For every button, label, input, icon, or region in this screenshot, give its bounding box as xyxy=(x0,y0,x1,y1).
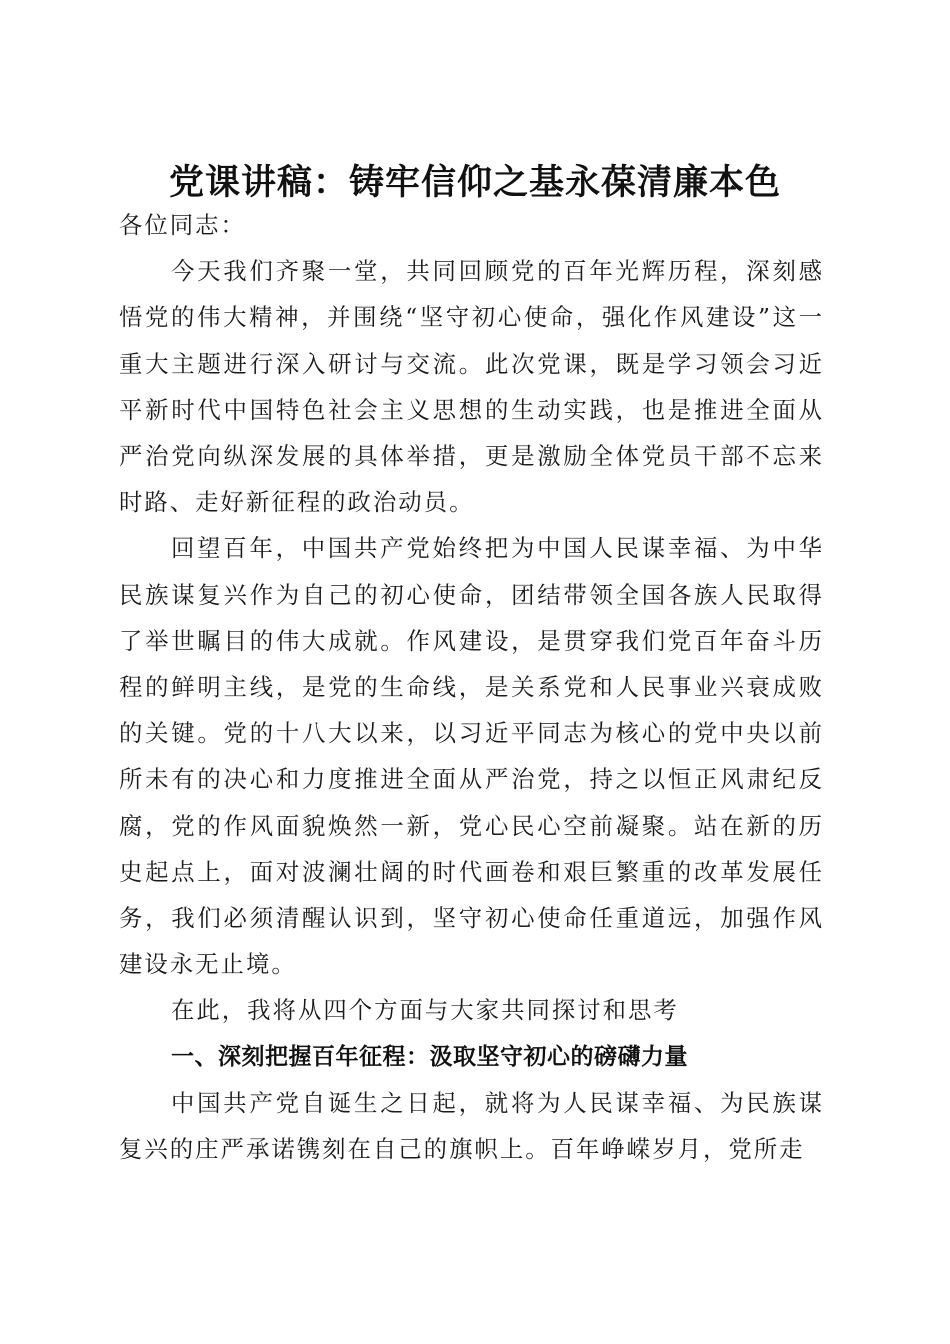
paragraph-section-1: 中国共产党自诞生之日起，就将为人民谋幸福、为民族谋复兴的庄严承诺镌刻在自己的旗帜上。百年峥嵘岁月，党所走 xyxy=(119,1088,824,1164)
document-title: 党课讲稿：铸牢信仰之基永葆清廉本色 xyxy=(168,162,781,204)
paragraph-intro: 在此，我将从四个方面与大家共同探讨和思考 xyxy=(171,996,679,1025)
paragraph-opening: 今天我们齐聚一堂，共同回顾党的百年光辉历程，深刻感悟党的伟大精神，并围绕“坚守初心使命，强化作风建设”这一重大主题进行深入研讨与交流。此次党课，既是学习领会习近平新时代中国特色社会主义思想的生动实践，也是推进全面从严治党向纵深发展的具体举措，更是激励全体党员干部不忘来时路、走好新征程的政治动员。 xyxy=(119,257,824,517)
section-heading-1: 一、深刻把握百年征程：汲取坚守初心的磅礴力量 xyxy=(171,1043,688,1070)
paragraph-retrospect: 回望百年，中国共产党始终把为中国人民谋幸福、为中华民族谋复兴作为自己的初心使命，团结带领全国各族人民取得了举世瞩目的伟大成就。作风建设，是贯穿我们党百年奋斗历程的鲜明主线，是党的生命线，是关系党和人民事业兴衰成败的关键。党的十八大以来，以习近平同志为核心的党中央以前所未有的决心和力度推进全面从严治党，持之以恒正风肃纪反腐，党的作风面貌焕然一新，党心民心空前凝聚。站在新的历史起点上，面对波澜壮阔的时代画卷和艰巨繁重的改革发展任务，我们必须清醒认识到，坚守初心使命任重道远，加强作风建设永无止境。 xyxy=(119,534,824,979)
salutation: 各位同志： xyxy=(119,211,246,239)
document-body xyxy=(119,202,824,1172)
